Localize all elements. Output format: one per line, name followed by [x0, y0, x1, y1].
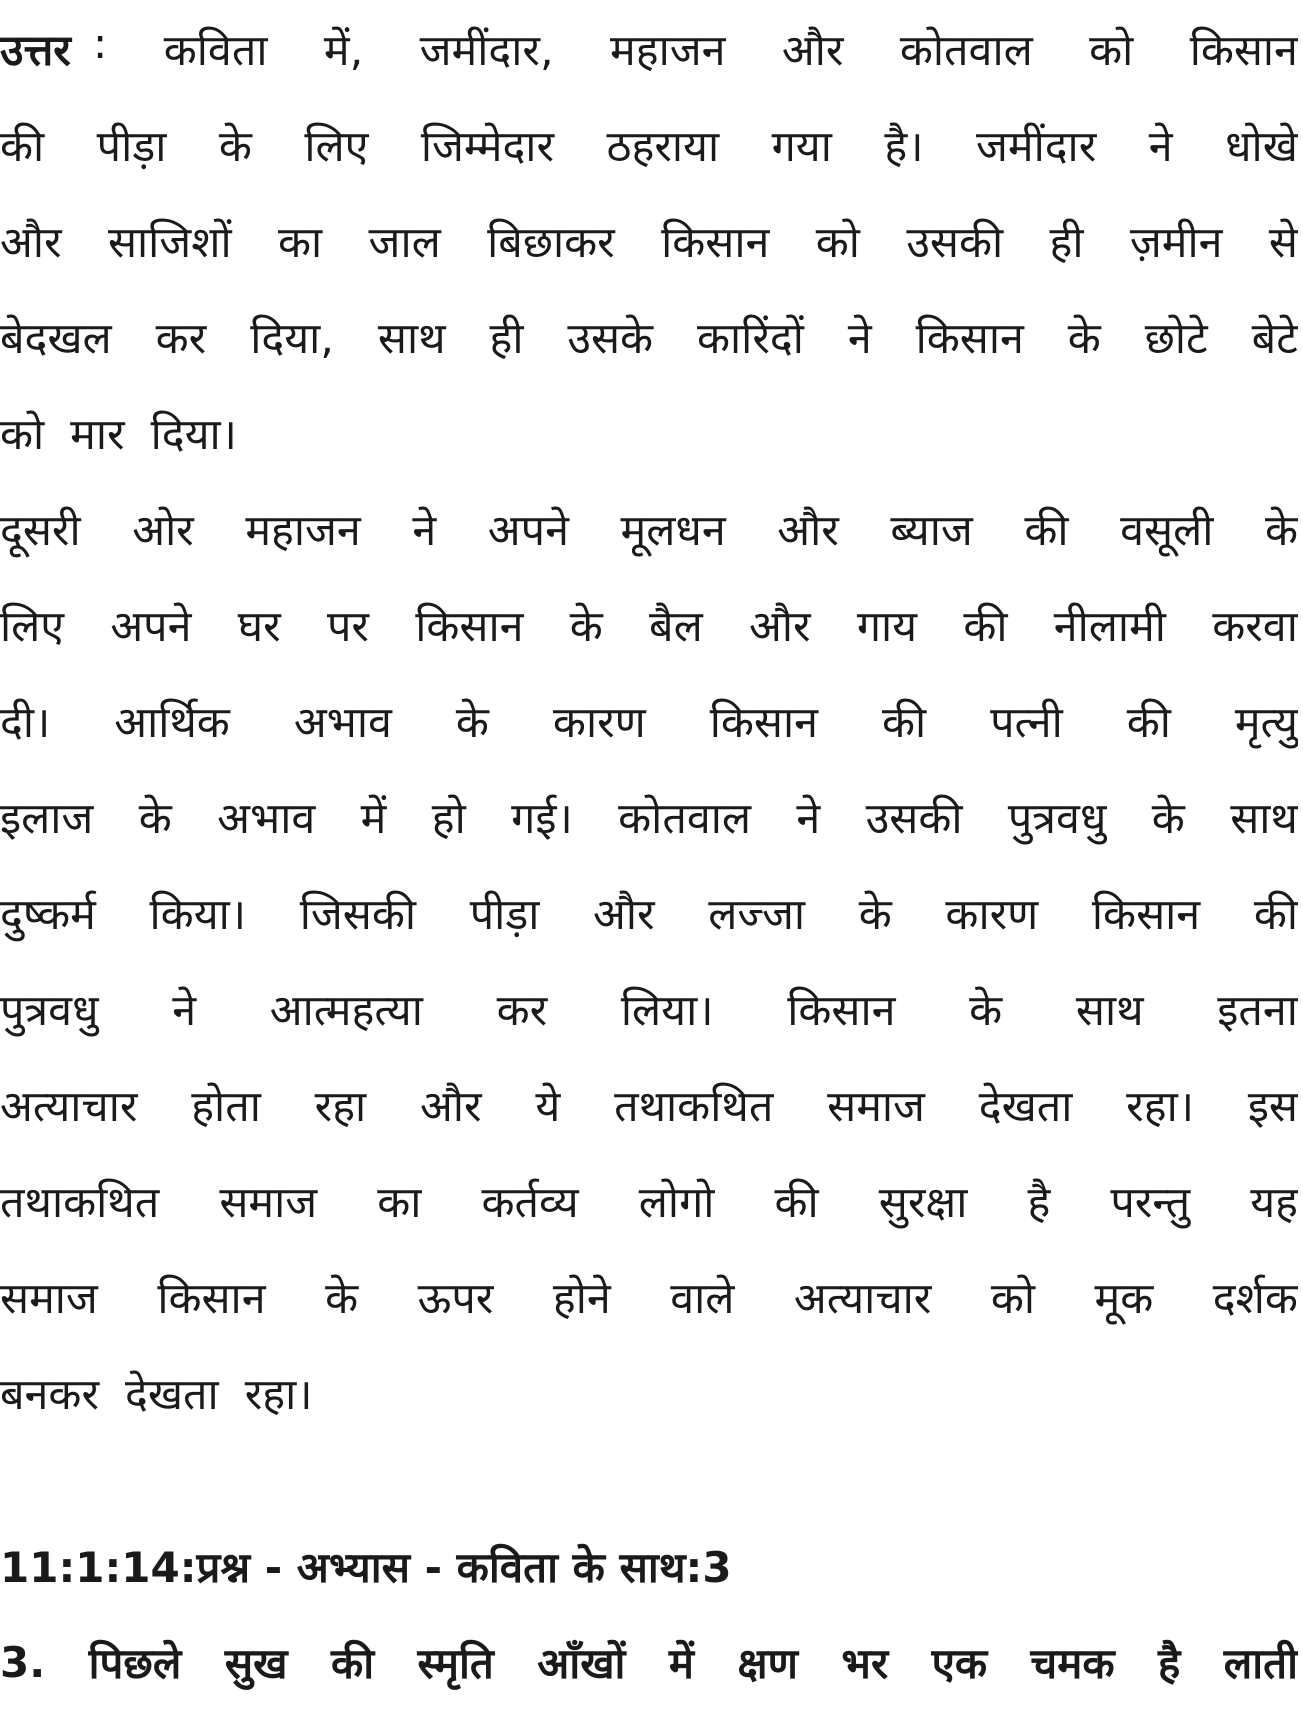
word: अत्याचार [0, 1081, 138, 1132]
word: मृत्यु [1234, 697, 1298, 748]
word: आँखों [537, 1638, 626, 1688]
word: ज़मीन [1129, 217, 1223, 268]
word: पत्नी [990, 697, 1063, 748]
word: ऊपर [417, 1273, 494, 1324]
word: किसान [1189, 25, 1298, 76]
word: लिए [304, 121, 369, 172]
word: को [1089, 25, 1134, 76]
word: चमक [1030, 1638, 1115, 1688]
word: बिछाकर [487, 217, 615, 268]
word: लोगो [638, 1177, 715, 1228]
word: ही [1049, 217, 1084, 268]
word: घर [237, 601, 281, 652]
word: को [815, 217, 860, 268]
answer-line-6 [0, 480, 1298, 576]
question-text [0, 1614, 1298, 1710]
word: उसके [567, 313, 654, 364]
word: कारण [945, 889, 1039, 940]
word: बनकर [0, 1369, 100, 1420]
word: ने [847, 313, 872, 364]
word: पिछले [88, 1638, 182, 1688]
word: से [1268, 217, 1298, 268]
word: कोतवाल [618, 793, 752, 844]
word: के [858, 889, 892, 940]
word: और [781, 25, 844, 76]
word: साजिशों [107, 217, 232, 268]
word: का [377, 1177, 422, 1228]
answer-line-10 [0, 864, 1298, 960]
word: ने [1148, 121, 1173, 172]
word: एक [931, 1638, 988, 1688]
word: किसान [157, 1273, 266, 1324]
word: की [0, 121, 45, 172]
word: साथ [1075, 985, 1144, 1036]
word: देखता [125, 1369, 219, 1420]
word: उसकी [865, 793, 963, 844]
word: ने [172, 985, 197, 1036]
word: दुष्कर्म [0, 889, 96, 940]
word: की [1126, 697, 1171, 748]
word: तथाकथित [0, 1177, 160, 1228]
word: है। [884, 121, 924, 172]
word: की [1253, 889, 1298, 940]
answer-line-5 [0, 384, 1298, 480]
word: पुत्रवधु [0, 985, 99, 1036]
word: 3. [0, 1637, 46, 1687]
word: किसान [661, 217, 770, 268]
word: में [668, 1638, 695, 1688]
word: के [325, 1273, 359, 1324]
word: उसकी [906, 217, 1004, 268]
word: रहा। [1126, 1081, 1195, 1132]
word: की [774, 1177, 819, 1228]
answer-line-1 [0, 0, 1298, 96]
word: समाज [219, 1177, 318, 1228]
word: और [0, 217, 62, 268]
word: लिया। [620, 985, 714, 1036]
word: के [218, 121, 252, 172]
answer-line-8 [0, 672, 1298, 768]
word: पीड़ा [469, 889, 540, 940]
word: ओर [132, 505, 194, 556]
word: होता [191, 1081, 261, 1132]
word: में [360, 793, 387, 844]
word: अपने [110, 601, 192, 652]
word: क्षण [737, 1638, 798, 1688]
word: दी। [0, 697, 51, 748]
word: जमींदार [975, 121, 1097, 172]
word: छोटे [1144, 313, 1208, 364]
word: कारण [552, 697, 646, 748]
word: है [1027, 1177, 1051, 1228]
word: वसूली [1120, 505, 1214, 556]
word: को [0, 409, 45, 460]
word: का [277, 217, 323, 268]
word: ठहराया [606, 121, 720, 172]
word: यह [1250, 1177, 1298, 1228]
word: दिया, [250, 313, 334, 364]
word: अभाव [293, 697, 392, 748]
answer-line-12 [0, 1056, 1298, 1152]
word: और [593, 889, 655, 940]
word: जमींदार, [419, 25, 554, 76]
word: बेटे [1251, 313, 1298, 364]
word: के [969, 985, 1003, 1036]
word: में, [323, 25, 364, 76]
word: किसान [709, 697, 818, 748]
word: को [990, 1273, 1036, 1324]
word: महाजन [610, 25, 726, 76]
word: कारिंदों [697, 313, 804, 364]
word: दूसरी [0, 505, 81, 556]
word: इस [1247, 1081, 1298, 1132]
word: लज्जा [708, 889, 806, 940]
word: किसान [787, 985, 896, 1036]
word: साथ [377, 313, 446, 364]
answer-line-9 [0, 768, 1298, 864]
word: जाल [368, 217, 441, 268]
word: की [963, 601, 1008, 652]
word: समाज [0, 1273, 98, 1324]
word: गया [771, 121, 832, 172]
answer-line-4 [0, 288, 1298, 384]
answer-line-1-text [93, 19, 1298, 78]
word: रहा [314, 1081, 367, 1132]
word: बैल [649, 601, 703, 652]
word: अभाव [217, 793, 316, 844]
answer-line-13 [0, 1152, 1298, 1248]
word: और [419, 1081, 482, 1132]
word: आर्थिक [114, 697, 230, 748]
word: के [1067, 313, 1101, 364]
word: साथ [1230, 793, 1298, 844]
word: लिए [0, 601, 65, 652]
word: धोखे [1225, 121, 1298, 172]
word: सुरक्षा [878, 1177, 968, 1228]
word: रहा। [244, 1369, 313, 1420]
word: पीड़ा [96, 121, 167, 172]
word: पर [326, 601, 369, 652]
answer-line-3 [0, 192, 1298, 288]
word: बेदखल [0, 313, 112, 364]
word: जिसकी [299, 889, 417, 940]
word: लाती [1223, 1638, 1298, 1688]
word: वाले [670, 1273, 735, 1324]
word: मूलधन [620, 505, 726, 556]
word: ब्याज [890, 505, 973, 556]
word: किया। [149, 889, 247, 940]
word: कर्तव्य [481, 1177, 579, 1228]
word: स्मृति [417, 1638, 494, 1688]
word: परन्तु [1110, 1177, 1191, 1228]
word: ये [535, 1081, 561, 1132]
word: इलाज [0, 793, 94, 844]
word: ने [412, 505, 437, 556]
word: आत्महत्या [269, 985, 423, 1036]
word: है [1158, 1638, 1181, 1688]
word: गई। [511, 793, 573, 844]
word: भर [841, 1638, 889, 1688]
word: कविता [163, 25, 268, 76]
word: जिम्मेदार [420, 121, 555, 172]
answer-line-2 [0, 96, 1298, 192]
word: समाज [827, 1081, 925, 1132]
word: हो [431, 793, 466, 844]
word: कर [155, 313, 207, 364]
word: होने [552, 1273, 611, 1324]
question-section [0, 1518, 1298, 1710]
word: किसान [1091, 889, 1201, 940]
word: ही [489, 313, 524, 364]
word: गाय [856, 601, 918, 652]
word: की [881, 697, 927, 748]
word: कोतवाल [899, 25, 1033, 76]
word: सुख [224, 1638, 288, 1688]
word: कर [496, 985, 548, 1036]
word: पुत्रवधु [1007, 793, 1107, 844]
word: के [1151, 793, 1185, 844]
word: महाजन [245, 505, 361, 556]
word: के [569, 601, 603, 652]
word: मूक [1094, 1273, 1154, 1324]
word: की [330, 1638, 375, 1688]
word: अपने [487, 505, 569, 556]
word: के [455, 697, 489, 748]
word: देखता [978, 1081, 1073, 1132]
word: और [748, 601, 811, 652]
word: के [1264, 505, 1298, 556]
word: दिया। [150, 409, 237, 460]
answer-line-7 [0, 576, 1298, 672]
question-heading: 11:1:14:प्रश्न - अभ्यास - कविता के साथ:3 [0, 1542, 732, 1592]
word: : [92, 18, 108, 69]
word: नीलामी [1053, 601, 1166, 652]
word: इतना [1217, 985, 1298, 1036]
word: दर्शक [1212, 1273, 1298, 1324]
word: और [777, 505, 839, 556]
answer-line-14 [0, 1248, 1298, 1344]
word: किसान [415, 601, 524, 652]
word: की [1024, 505, 1069, 556]
word: अत्याचार [793, 1273, 932, 1324]
word: किसान [915, 313, 1024, 364]
word: करवा [1212, 601, 1298, 652]
answer-label: उत्तर [0, 25, 71, 76]
answer-line-15 [0, 1344, 1298, 1440]
answer-line-11 [0, 960, 1298, 1056]
word: ने [796, 793, 821, 844]
word: तथाकथित [614, 1081, 774, 1132]
word: के [138, 793, 172, 844]
word: मार [70, 409, 125, 460]
